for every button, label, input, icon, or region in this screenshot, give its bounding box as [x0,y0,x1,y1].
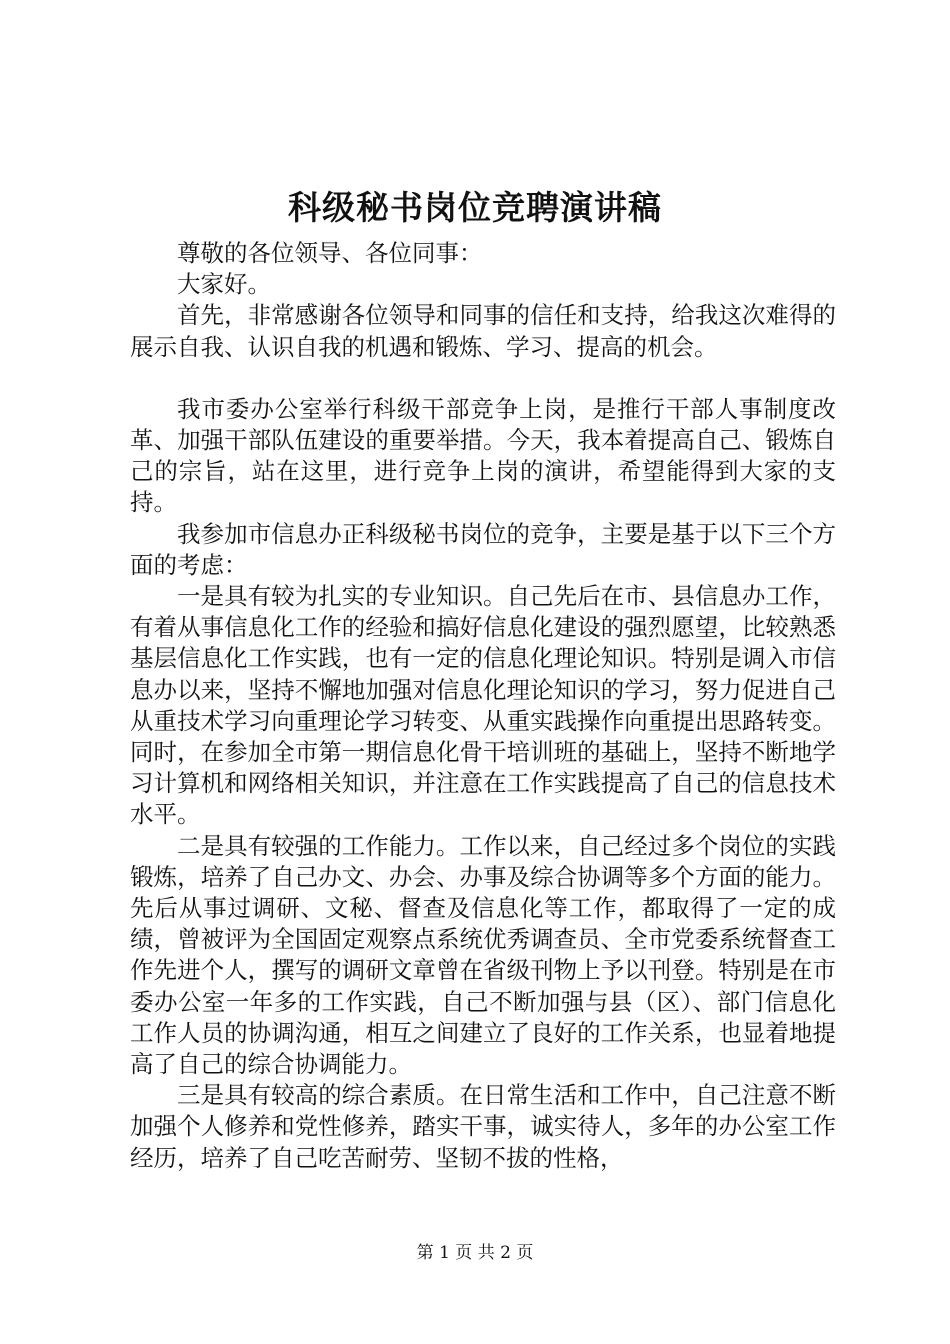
thanks-paragraph: 首先，非常感谢各位领导和同事的信任和支持，给我这次难得的展示自我、认识自我的机遇和锻炼、学习、提高的机会。 [130,301,836,361]
reason-two-paragraph: 二是具有较强的工作能力。工作以来，自己经过多个岗位的实践锻炼，培养了自己办文、办会、办事及综合协调等多个方面的能力。先后从事过调研、文秘、督查及信息化等工作，都取得了一定的成绩，曾被评为全国固定观察点系统优秀调查员、全市党委系统督查工作先进个人，撰写的调研文章曾在省级刊物上予以刊登。特别是在市委办公室一年多的工作实践，自己不断加强与县（区）、部门信息化工作人员的协调沟通，相互之间建立了良好的工作关系，也显着地提高了自己的综合协调能力。 [130,831,836,1079]
salutation-paragraph: 尊敬的各位领导、各位同事： [177,239,483,267]
page-number-footer: 第 1 页 共 2 页 [416,1243,534,1263]
document-title: 科级秘书岗位竞聘演讲稿 [288,188,662,227]
intro-reasons-paragraph: 我参加市信息办正科级秘书岗位的竞争，主要是基于以下三个方面的考虑： [130,519,836,579]
greeting-paragraph: 大家好。 [177,270,271,299]
document-body [130,238,836,1174]
reason-three-paragraph: 三是具有较高的综合素质。在日常生活和工作中，自己注意不断加强个人修养和党性修养，踏实干事，诚实待人，多年的办公室工作经历，培养了自己吃苦耐劳、坚韧不拔的性格， [130,1081,836,1172]
context-paragraph: 我市委办公室举行科级干部竞争上岗，是推行干部人事制度改革、加强干部队伍建设的重要举措。今天，我本着提高自己、锻炼自己的宗旨，站在这里，进行竞争上岗的演讲，希望能得到大家的支持。 [130,394,836,517]
reason-one-paragraph: 一是具有较为扎实的专业知识。自己先后在市、县信息办工作，有着从事信息化工作的经验和搞好信息化建设的强烈愿望，比较熟悉基层信息化工作实践，也有一定的信息化理论知识。特别是调入市信息办以来，坚持不懈地加强对信息化理论知识的学习，努力促进自己从重技术学习向重理论学习转变、从重实践操作向重提出思路转变。同时，在参加全市第一期信息化骨干培训班的基础上，坚持不断地学习计算机和网络相关知识，并注意在工作实践提高了自己的信息技术水平。 [130,582,836,829]
